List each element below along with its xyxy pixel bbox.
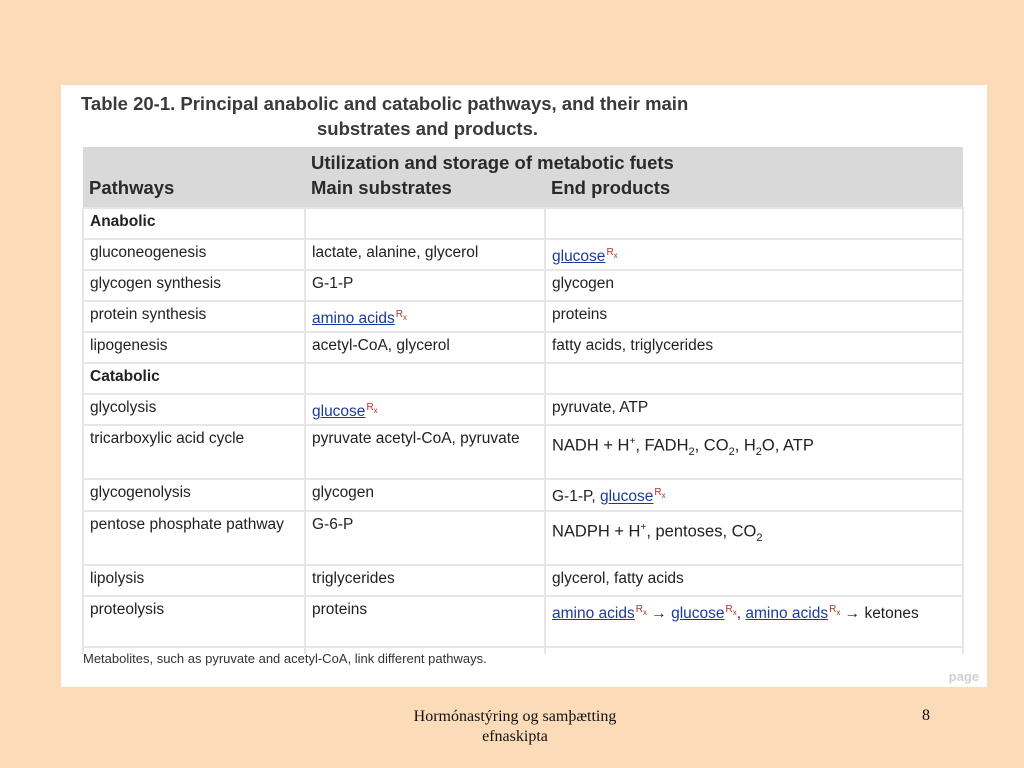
pathway-cell: gluconeogenesis bbox=[83, 239, 305, 270]
substrates-cell: G-1-P bbox=[305, 270, 545, 301]
table-row bbox=[83, 596, 963, 647]
pathway-cell: glycogenolysis bbox=[83, 479, 305, 510]
table-row bbox=[83, 565, 963, 596]
header-group-label: Utilization and storage of metabotic fuets bbox=[305, 147, 963, 177]
substrates-cell bbox=[305, 301, 545, 332]
footer-line-1: Hormónastýring og samþætting bbox=[413, 708, 617, 725]
table-header-group-row bbox=[83, 147, 963, 177]
pathway-cell: proteolysis bbox=[83, 596, 305, 647]
pathway-cell: glycogen synthesis bbox=[83, 270, 305, 301]
glucose-link[interactable]: glucose bbox=[599, 488, 654, 506]
substrates-cell: G-6-P bbox=[305, 511, 545, 565]
page-watermark: page bbox=[948, 669, 979, 684]
pathway-cell: pentose phosphate pathway bbox=[83, 511, 305, 565]
slide-footer bbox=[340, 707, 690, 747]
products-cell: fatty acids, triglycerides bbox=[545, 332, 963, 363]
amino-acids-link[interactable]: amino acids bbox=[312, 310, 395, 328]
section-label: Anabolic bbox=[83, 208, 305, 239]
table-header-row bbox=[83, 177, 963, 208]
section-label: Catabolic bbox=[83, 363, 305, 394]
pathway-cell: lipogenesis bbox=[83, 332, 305, 363]
glucose-link[interactable]: glucose bbox=[552, 248, 606, 266]
substrates-cell: lactate, alanine, glycerol bbox=[305, 239, 545, 270]
substrates-cell: proteins bbox=[305, 596, 545, 647]
table-title bbox=[81, 91, 881, 141]
table-row bbox=[83, 332, 963, 363]
glucose-link[interactable]: glucose bbox=[312, 403, 366, 421]
substrates-cell: pyruvate acetyl-CoA, pyruvate bbox=[305, 425, 545, 479]
rx-icon[interactable]: Rx bbox=[395, 309, 407, 323]
metabolic-pathways-table bbox=[82, 147, 964, 654]
amino-acids-link[interactable]: amino acids bbox=[745, 604, 829, 622]
rx-icon[interactable]: Rx bbox=[606, 247, 618, 260]
rx-icon[interactable]: Rx bbox=[654, 487, 666, 501]
section-row-anabolic bbox=[83, 208, 963, 239]
table-image bbox=[61, 85, 987, 687]
footer-line-2: efnaskipta bbox=[482, 728, 548, 745]
pathway-cell: protein synthesis bbox=[83, 301, 305, 332]
column-header-substrates: Main substrates bbox=[305, 177, 545, 208]
table-row bbox=[83, 239, 963, 270]
table-title-line-1: Table 20-1. Principal anabolic and catabolic pathways, and their main bbox=[81, 93, 689, 114]
products-cell: G-1-P, glucose$^{R_x}$ bbox=[545, 479, 963, 510]
table-footnote: Metabolites, such as pyruvate and acetyl-CoA, link different pathways. bbox=[83, 651, 487, 666]
slide-page-number: 8 bbox=[922, 707, 930, 724]
pathway-cell: glycolysis bbox=[83, 394, 305, 425]
table-row bbox=[83, 511, 963, 565]
table-row bbox=[83, 479, 963, 510]
rx-icon[interactable]: Rx bbox=[829, 603, 841, 617]
products-cell: pyruvate, ATP bbox=[545, 394, 963, 425]
products-cell: glycerol, fatty acids bbox=[545, 565, 963, 596]
substrates-cell: acetyl-CoA, glycerol bbox=[305, 332, 545, 363]
column-header-products: End products bbox=[545, 177, 963, 208]
pathway-cell: tricarboxylic acid cycle bbox=[83, 425, 305, 479]
substrates-cell bbox=[305, 394, 545, 425]
rx-icon[interactable]: Rx bbox=[725, 603, 737, 617]
products-cell: glycogen bbox=[545, 270, 963, 301]
table-row bbox=[83, 394, 963, 425]
table-row bbox=[83, 425, 963, 479]
products-cell bbox=[545, 239, 963, 270]
table-row bbox=[83, 270, 963, 301]
column-header-pathways: Pathways bbox=[83, 177, 305, 208]
substrates-cell: glycogen bbox=[305, 479, 545, 510]
arrow-icon: → bbox=[646, 604, 672, 622]
table-row bbox=[83, 301, 963, 332]
amino-acids-link[interactable]: amino acids bbox=[552, 604, 635, 622]
table-title-line-2: substrates and products. bbox=[317, 118, 539, 139]
products-cell: NADH + H+, $FADH_2$, $CO_2$, $H_2O$, ATP bbox=[545, 425, 963, 479]
products-cell: proteins bbox=[545, 301, 963, 332]
rx-icon[interactable]: Rx bbox=[635, 603, 647, 617]
glucose-link[interactable]: glucose bbox=[671, 604, 725, 622]
section-row-catabolic bbox=[83, 363, 963, 394]
products-cell: amino acids$^{R_x}$ → glucose$^{R_x}$, amino acids$^{R_x}$ → ketones bbox=[545, 596, 963, 647]
pathway-cell: lipolysis bbox=[83, 565, 305, 596]
rx-icon[interactable]: Rx bbox=[366, 402, 378, 416]
products-cell: NADPH + H+, pentoses, $CO_2$ bbox=[545, 511, 963, 565]
substrates-cell: triglycerides bbox=[305, 565, 545, 596]
